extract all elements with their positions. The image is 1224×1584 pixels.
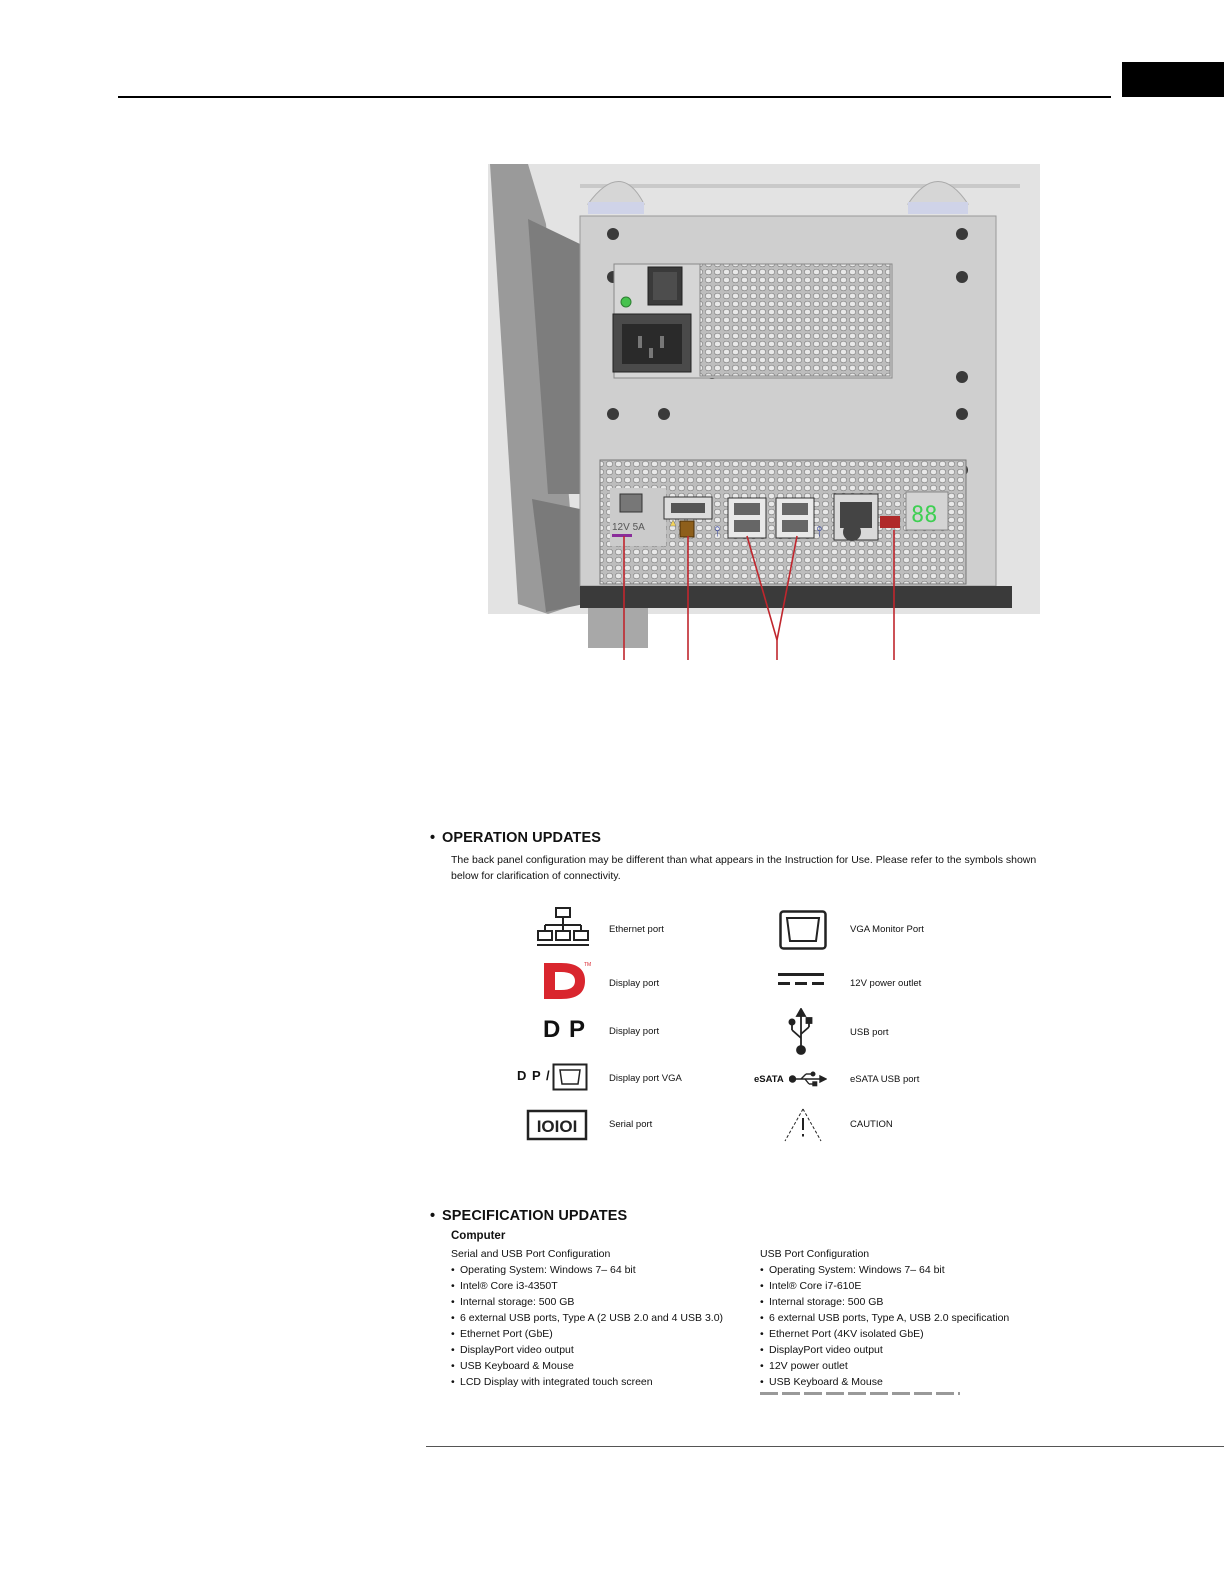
usb-icon [788, 1008, 814, 1056]
display-port-vga-label: Display port VGA [609, 1073, 682, 1084]
caution-icon [783, 1107, 823, 1143]
list-item: • DisplayPort video output [451, 1342, 751, 1358]
esata-usb-icon [789, 1071, 827, 1087]
list-item: • Intel® Core i3-4350T [451, 1278, 751, 1294]
dp-text-icon: D P [543, 1016, 587, 1043]
caution-label: CAUTION [850, 1119, 893, 1130]
list-item: • Internal storage: 500 GB [451, 1294, 751, 1310]
list-item: • USB Keyboard & Mouse [760, 1374, 1060, 1390]
serial-port-icon [526, 1109, 588, 1141]
operation-updates-paragraph: The back panel configuration may be different than what appears in the Instruction for Use. Please refer to the symbols shown below for clarification of connectivity. [451, 854, 1037, 882]
list-item: • USB Keyboard & Mouse [451, 1358, 751, 1374]
power-outlet-label: 12V power outlet [850, 978, 922, 989]
spec-right-column [760, 1246, 1060, 1390]
operation-updates-heading: • OPERATION UPDATES [430, 830, 602, 846]
list-item: • Ethernet Port (4KV isolated GbE) [760, 1326, 1060, 1342]
serial-usb-config-title: Serial and USB Port Configuration [451, 1248, 611, 1260]
monitor-icon [779, 910, 827, 950]
ethernet-icon [537, 906, 589, 948]
dp-vga-text: D P / [517, 1068, 551, 1083]
displayport-logo-icon [541, 960, 591, 1002]
list-item: • 6 external USB ports, Type A, USB 2.0 specification [760, 1310, 1060, 1326]
list-item: • Operating System: Windows 7– 64 bit [760, 1262, 1060, 1278]
list-item: • 6 external USB ports, Type A (2 USB 2.0 and 4 USB 3.0) [451, 1310, 751, 1326]
svg-text:TM: TM [584, 962, 591, 968]
display-port-label: Display port [609, 978, 660, 989]
list-item: • DisplayPort video output [760, 1342, 1060, 1358]
list-item: • Operating System: Windows 7– 64 bit [451, 1262, 751, 1278]
dp-vga-icon [552, 1063, 588, 1091]
list-item: • Internal storage: 500 GB [760, 1294, 1060, 1310]
esata-text: eSATA [754, 1074, 784, 1085]
computer-subheading: Computer [451, 1230, 506, 1242]
list-item: • 12V power outlet [760, 1358, 1060, 1374]
usb-port-label: USB port [850, 1027, 889, 1038]
power-rating-label: 12V 5A [612, 522, 645, 533]
svg-text:⫯: ⫯ [714, 524, 721, 540]
ethernet-port-label: Ethernet port [609, 924, 664, 935]
serial-port-label: Serial port [609, 1119, 653, 1130]
specification-updates-heading: • SPECIFICATION UPDATES [430, 1208, 628, 1224]
spec-right-list [760, 1262, 1060, 1390]
svg-text:⫯: ⫯ [816, 524, 823, 540]
spec-left-list [451, 1262, 751, 1390]
list-item: • LCD Display with integrated touch screen [451, 1374, 751, 1390]
segment-display: 88 [911, 503, 938, 528]
esata-usb-port-label: eSATA USB port [850, 1074, 920, 1085]
footer-rule [426, 1446, 1224, 1447]
chapter-tab [1122, 62, 1224, 97]
vga-monitor-port-label: VGA Monitor Port [850, 924, 924, 935]
back-panel-illustration [488, 164, 1040, 664]
usb-config-title: USB Port Configuration [760, 1248, 870, 1260]
list-item: • Ethernet Port (GbE) [451, 1326, 751, 1342]
display-port-label-2: Display port [609, 1026, 660, 1037]
header-rule [118, 96, 1111, 98]
spec-left-column [451, 1228, 751, 1390]
list-item: • Intel® Core i7-610E [760, 1278, 1060, 1294]
serial-port-glyph: IOIOI [536, 1117, 578, 1136]
clipped-text-remnant [760, 1390, 960, 1396]
dc-power-icon [778, 972, 826, 988]
